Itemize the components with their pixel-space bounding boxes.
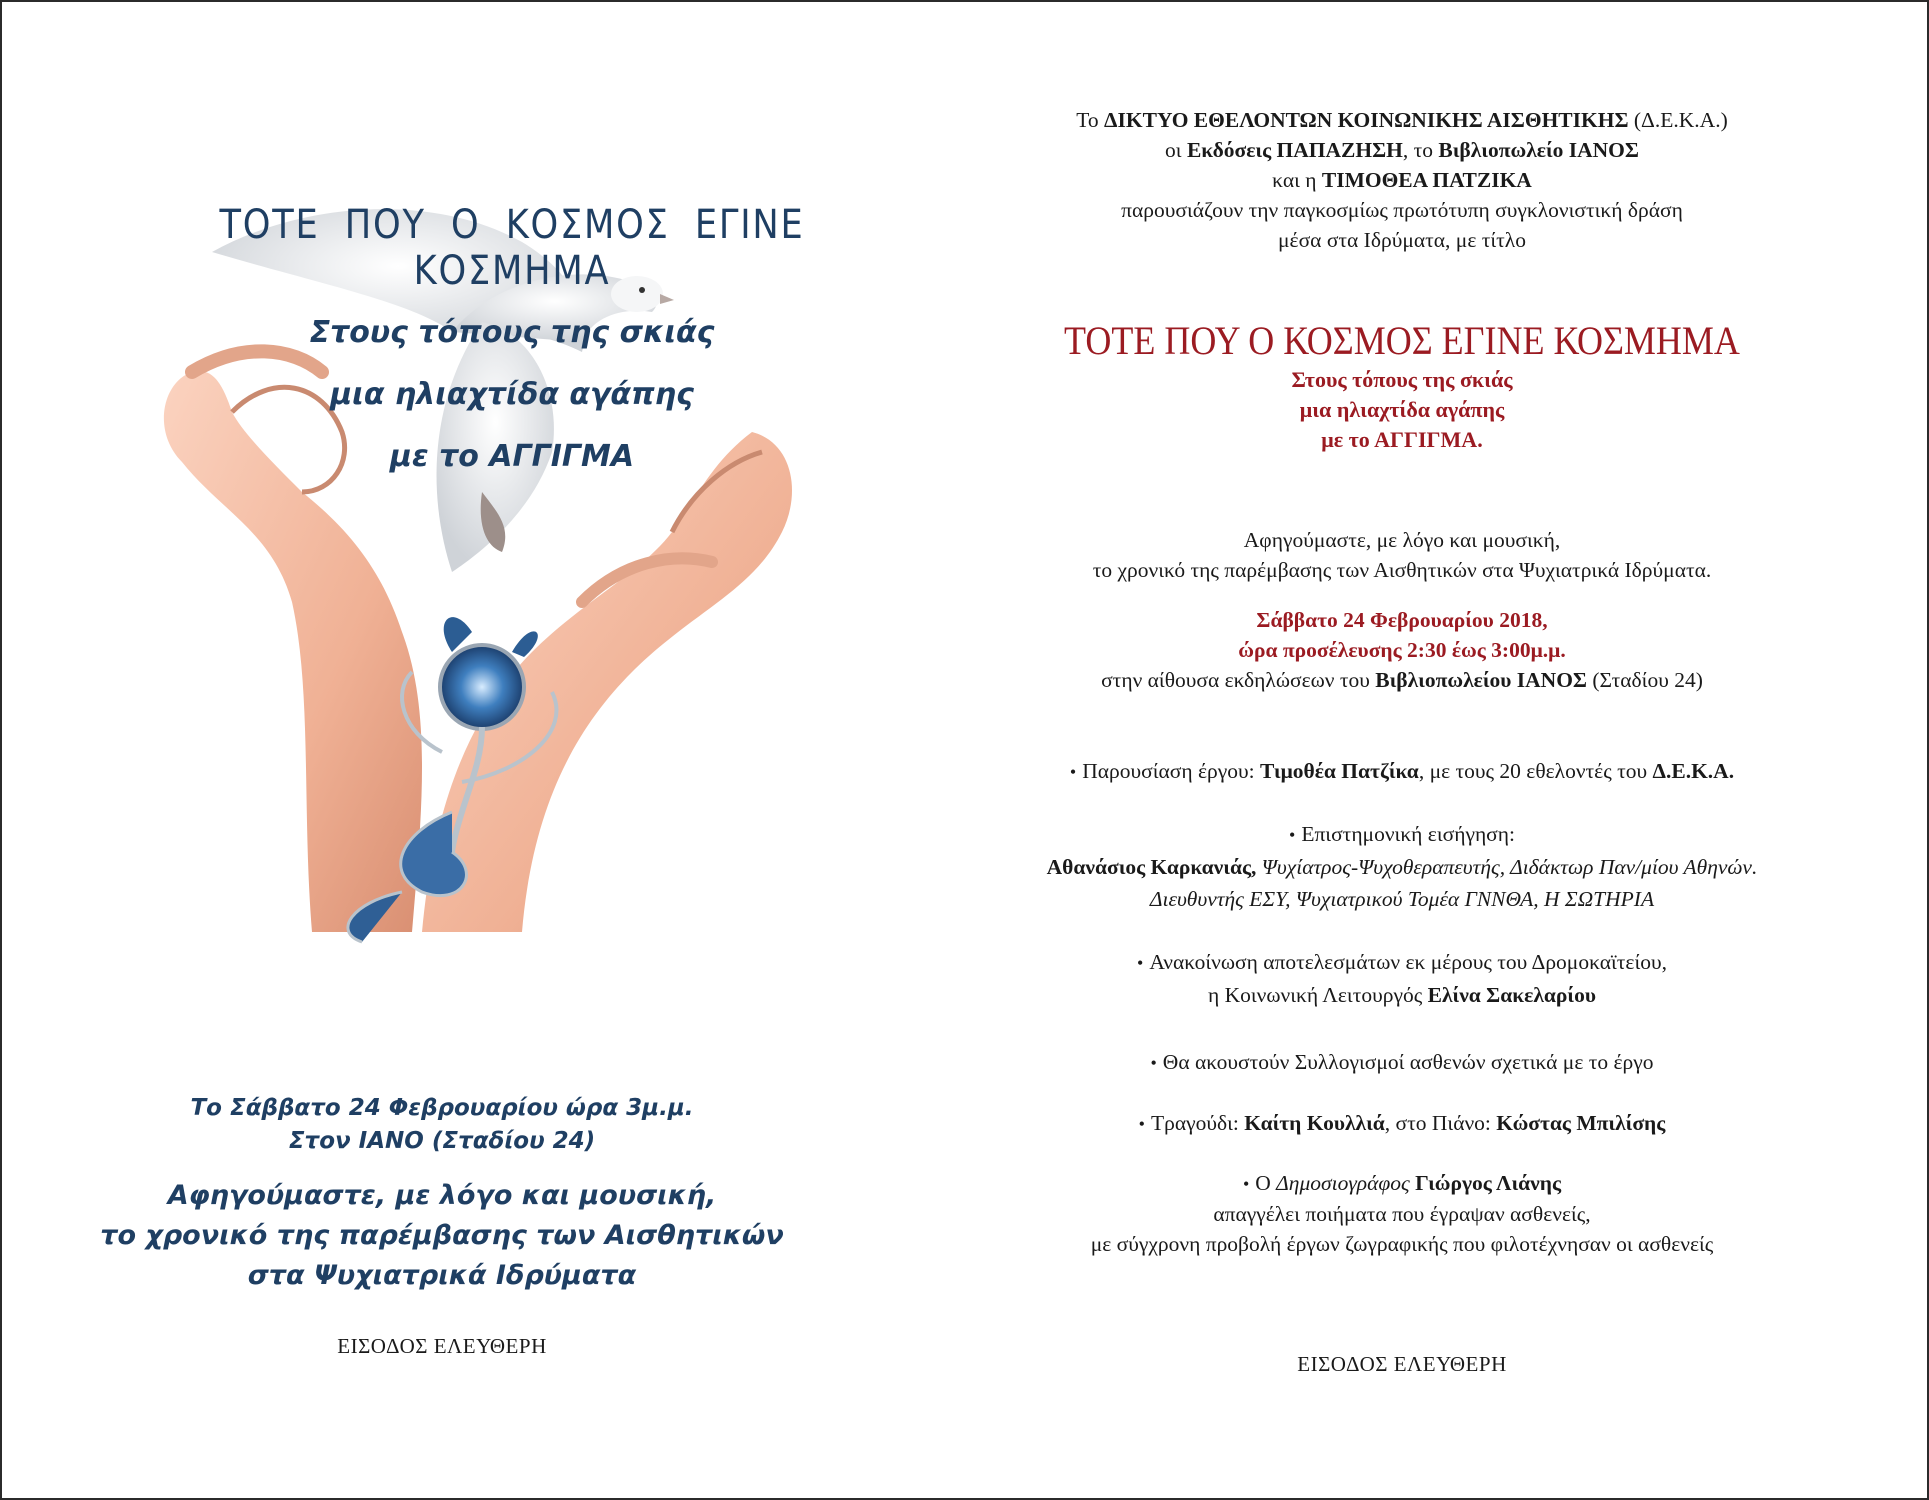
bullet: • — [1137, 953, 1144, 973]
bullet: • — [1289, 825, 1296, 845]
event-subtitle-3: με το ΑΓΓΙΓΜΑ. — [1321, 427, 1483, 452]
event-venue — [902, 665, 1902, 695]
left-panel — [2, 2, 902, 1498]
item-text: Τραγούδι: — [1150, 1111, 1245, 1135]
poetry-line-2: απαγγέλει ποιήματα που έγραψαν ασθενείς, — [1213, 1202, 1591, 1226]
program-item-results — [902, 947, 1902, 1012]
bullet: • — [1138, 1114, 1145, 1134]
intro-text: Το — [1076, 108, 1105, 132]
item-text: Παρουσίαση έργου: — [1082, 759, 1260, 783]
intro-text: οι — [1165, 138, 1187, 162]
left-narration-line-1: Αφηγούμαστε, με λόγο και μουσική, — [167, 1180, 717, 1211]
item-text: Ανακοίνωση αποτελεσμάτων εκ μέρους του Δρομοκαϊτείου, — [1149, 950, 1667, 974]
presenter-name: Τιμοθέα Πατζίκα — [1259, 759, 1419, 783]
event-subtitle-1: Στους τόπους της σκιάς — [1291, 367, 1513, 392]
speaker-name: Αθανάσιος Καρκανιάς, — [1046, 855, 1257, 879]
narration-line-2: το χρονικό της παρέμβασης των Αισθητικών στα Ψυχιατρικά Ιδρύματα. — [1092, 558, 1712, 582]
program-item-music — [902, 1108, 1902, 1139]
bullet: • — [1150, 1053, 1157, 1073]
narration-line-1: Αφηγούμαστε, με λόγο και μουσική, — [1243, 528, 1561, 552]
left-free-entry: ΕΙΣΟΔΟΣ ΕΛΕΥΘΕΡΗ — [337, 1334, 547, 1358]
program-item-scientific-talk — [902, 819, 1902, 914]
organizer-name: ΤΙΜΟΘΕΑ ΠΑΤΖΙΚΑ — [1321, 168, 1532, 192]
journalist-name: Γιώργος Λιάνης — [1415, 1171, 1562, 1195]
intro-line-2 — [902, 135, 1902, 165]
program-item-poetry — [902, 1168, 1902, 1259]
publisher-name: Εκδόσεις ΠΑΠΑΖΗΣΗ — [1186, 138, 1403, 162]
poetry-line-3: με σύγχρονη προβολή έργων ζωγραφικής που φιλοτέχνησαν οι ασθενείς — [1090, 1232, 1714, 1256]
right-panel — [902, 2, 1902, 1498]
left-date-line: Το Σάββατο 24 Φεβρουαρίου ώρα 3μ.μ. — [190, 1095, 694, 1121]
deka-abbrev: Δ.Ε.Κ.Α. — [1652, 759, 1735, 783]
right-free-entry: ΕΙΣΟΔΟΣ ΕΛΕΥΘΕΡΗ — [1297, 1352, 1507, 1376]
left-place-line: Στον ΙΑΝΟ (Σταδίου 24) — [288, 1128, 596, 1154]
speaker-position: Διευθυντής ΕΣΥ, Ψυχιατρικού Τομέα ΓΝΝΘΑ, Η ΣΩΤΗΡΙΑ — [1149, 887, 1655, 911]
item-text: Επιστημονική εισήγηση: — [1301, 822, 1515, 846]
venue-name: Βιβλιοπωλείου ΙΑΝΟΣ — [1375, 668, 1587, 692]
social-worker-name: Ελίνα Σακελαρίου — [1427, 983, 1596, 1007]
event-date: Σάββατο 24 Φεβρουαρίου 2018, — [1256, 608, 1548, 632]
poem-line-1: Στους τόπους της σκιάς — [309, 315, 715, 350]
item-text: Θα ακουστούν Συλλογισμοί ασθενών σχετικά με το έργο — [1162, 1050, 1654, 1074]
poem-title: ΤΟΤΕ ΠΟΥ Ο ΚΟΣΜΟΣ ΕΓΙΝΕ ΚΟΣΜΗΜΑ — [219, 202, 805, 294]
left-narration — [62, 1176, 822, 1296]
bookstore-name: Βιβλιοπωλείο ΙΑΝΟΣ — [1438, 138, 1639, 162]
intro-line-5: μέσα στα Ιδρύματα, με τίτλο — [1278, 228, 1526, 252]
bullet: • — [1069, 762, 1077, 782]
left-narration-line-2: το χρονικό της παρέμβασης των Αισθητικών — [100, 1220, 784, 1251]
bullet: • — [1242, 1174, 1250, 1194]
intro-text: (Δ.Ε.Κ.Α.) — [1628, 108, 1728, 132]
event-title-block — [902, 317, 1902, 455]
venue-text: στην αίθουσα εκδηλώσεων του — [1101, 668, 1376, 692]
intro-text: και η — [1272, 168, 1322, 192]
deka-name: ΔΙΚΤΥΟ ΕΘΕΛΟΝΤΩΝ ΚΟΙΝΩΝΙΚΗΣ ΑΙΣΘΗΤΙΚΗΣ — [1104, 108, 1629, 132]
right-narration — [902, 525, 1902, 585]
pianist-name: Κώστας Μπιλίσης — [1496, 1111, 1666, 1135]
program-item-reflections — [902, 1047, 1902, 1078]
speaker-title: Ψυχίατρος-Ψυχοθεραπευτής, Διδάκτωρ Παν/μίου Αθηνών. — [1256, 855, 1758, 879]
journalist-role: Δημοσιογράφος — [1276, 1171, 1410, 1195]
item-text: , στο Πιάνο: — [1384, 1111, 1497, 1135]
date-venue-block — [902, 605, 1902, 695]
item-text: Ο — [1255, 1171, 1277, 1195]
intro-line-1 — [902, 105, 1902, 135]
intro-line-4: παρουσιάζουν την παγκοσμίως πρωτότυπη συγκλονιστική δράση — [1121, 198, 1683, 222]
left-details — [62, 1092, 822, 1359]
event-time: ώρα προσέλευσης 2:30 έως 3:00μ.μ. — [1238, 638, 1566, 662]
venue-address: (Σταδίου 24) — [1586, 668, 1703, 692]
program-item-presentation — [902, 756, 1902, 787]
singer-name: Καίτη Κουλλιά — [1244, 1111, 1385, 1135]
poem-block — [122, 202, 902, 488]
poem-line-2: μια ηλιαχτίδα αγάπης — [330, 377, 694, 412]
item-text: , με τους 20 εθελοντές του — [1418, 759, 1653, 783]
left-narration-line-3: στα Ψυχιατρικά Ιδρύματα — [247, 1260, 637, 1291]
event-subtitle-2: μια ηλιαχτίδα αγάπης — [1299, 397, 1505, 422]
item-text: η Κοινωνική Λειτουργός — [1207, 983, 1428, 1007]
poem-line-3: με το ΑΓΓΙΓΜΑ — [389, 439, 635, 474]
intro-line-3 — [902, 165, 1902, 195]
event-title: ΤΟΤΕ ΠΟΥ Ο ΚΟΣΜΟΣ ΕΓΙΝΕ ΚΟΣΜΗΜΑ — [1064, 318, 1740, 363]
organizers-intro — [902, 105, 1902, 255]
intro-text: , το — [1402, 138, 1439, 162]
